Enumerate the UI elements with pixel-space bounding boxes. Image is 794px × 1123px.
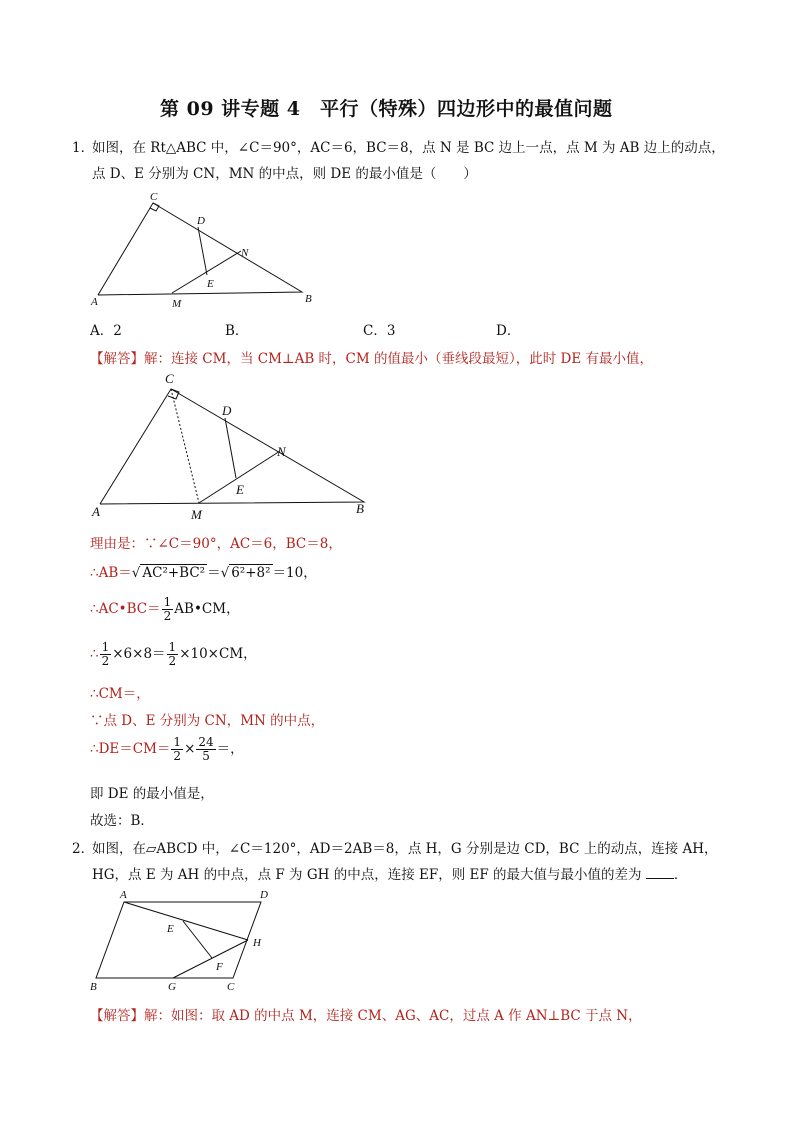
p-label-d: D (260, 889, 268, 901)
step-ab-mid: ＝ (207, 565, 221, 581)
q1-step-min: 即 DE 的最小值是， (90, 786, 214, 802)
q1-option-c: C．3 (363, 323, 396, 339)
step-area-suffix: AB•CM， (174, 601, 240, 617)
p-label-e: E (167, 923, 174, 935)
step-ab-suffix: ＝10， (272, 565, 317, 581)
label2-a: A (92, 504, 100, 519)
p-label-b: B (90, 981, 97, 993)
q1-number: 1． (72, 140, 95, 156)
q1-figure (84, 186, 324, 312)
frac-half-b (100, 641, 112, 668)
p-label-g: G (168, 981, 176, 993)
q2-stem-line2-end: ． (673, 867, 688, 883)
q1-step-calc (90, 641, 257, 668)
frac-half-d (171, 736, 183, 763)
q1-step-cm: ∴CM＝， (90, 686, 150, 702)
segment-cm-dotted (171, 389, 199, 503)
label2-c: C (165, 371, 174, 386)
step-ab-sqrt1: AC²+BC² (142, 565, 206, 581)
q2-stem-line2-text: HG，点 E 为 AH 的中点，点 F 为 GH 的中点，连接 EF，则 EF 的最大值与最小值的差为 (92, 867, 642, 883)
q1-step-area (90, 596, 240, 623)
label-b: B (305, 293, 312, 305)
p-label-a: A (120, 889, 127, 901)
segment-hg (173, 940, 248, 978)
q1-solution-intro (90, 347, 653, 367)
q2-figure (86, 886, 276, 996)
segment-ef (183, 921, 212, 958)
q1-solution-figure (86, 370, 376, 526)
q1-option-d: D． (496, 323, 521, 339)
frac-den: 2 (163, 609, 172, 623)
frac-half-c (167, 641, 179, 668)
step-area-prefix: ∴AC•BC＝ (90, 601, 161, 617)
q1-reason: 理由是：∵∠C＝90°，AC＝6，BC＝8， (90, 536, 342, 552)
frac-half-a (162, 596, 174, 623)
frac-den: 2 (101, 654, 110, 668)
step-de-mid: × (184, 741, 196, 757)
q2-stem-line2 (92, 863, 687, 883)
q2-solution-text: 解：如图：取 AD 的中点 M，连接 CM、AG、AC，过点 A 作 AN⊥BC 于点 N， (144, 1008, 642, 1024)
segment-de-large (225, 418, 236, 478)
label2-e: E (236, 482, 244, 497)
frac-num: 1 (168, 640, 177, 654)
frac-den: 5 (202, 749, 210, 763)
label-a: A (91, 296, 98, 308)
p-label-c: C (227, 981, 235, 993)
step-de-prefix: ∴DE＝CM＝ (90, 741, 171, 757)
p-label-h: H (253, 937, 261, 949)
right-angle-mark (150, 203, 159, 211)
triangle-abc-large (100, 389, 364, 504)
q1-step-midpoint: ∵点 D、E 分别为 CN，MN 的中点， (90, 713, 325, 729)
step-calc-suffix: ×10×CM， (179, 646, 257, 662)
parallelogram-abcd (96, 902, 261, 978)
q1-answer: 故选：B． (90, 813, 154, 829)
label2-d: D (222, 403, 232, 418)
q1-stem-line2: 点 D、E 分别为 CN，MN 的中点，则 DE 的最小值是（ ） (92, 166, 477, 182)
answer-blank (646, 878, 674, 879)
label-m: M (172, 298, 182, 310)
q1-option-a: A．2 (90, 323, 122, 339)
frac-num: 1 (173, 735, 182, 749)
label-e: E (207, 278, 214, 290)
frac-num: 1 (163, 595, 172, 609)
frac-cm (196, 736, 215, 763)
frac-den: 2 (168, 654, 177, 668)
q2-stem-line1: 如图，在▱ABCD 中，∠C＝120°，AD＝2AB＝8，点 H，G 分别是边 CD，BC 上的动点，连接 AH， (92, 841, 718, 857)
segment-ah (124, 902, 248, 940)
label-n: N (241, 247, 249, 259)
step-calc-mid: ×6×8＝ (112, 646, 166, 662)
q1-solution-text: 解：连接 CM，当 CM⊥AB 时，CM 的值最小（垂线段最短），此时 DE 有最小值， (144, 351, 653, 367)
q2-solution-intro (90, 1004, 642, 1024)
label2-b: B (356, 501, 364, 516)
p-label-f: F (216, 961, 223, 973)
q1-solution-tag: 【解答】 (90, 351, 144, 367)
q1-stem-line1: 如图，在 Rt△ABC 中，∠C＝90°，AC＝6，BC＝8，点 N 是 BC 边上一点，点 M 为 AB 边上的动点， (92, 140, 725, 156)
q1-option-b: B． (225, 323, 249, 339)
frac-num: 1 (101, 640, 110, 654)
step-de-suffix: ＝， (216, 741, 244, 757)
label2-n: N (277, 444, 286, 459)
frac-num: 24 (198, 735, 214, 749)
q1-step-de (90, 736, 244, 763)
label-c: C (150, 191, 158, 203)
step-ab-prefix: ∴AB＝ (90, 565, 132, 581)
page-title: 第 09 讲专题 4 平行（特殊）四边形中的最值问题 (160, 98, 613, 120)
q1-step-ab: ∴AB＝√ AC²+BC² ＝√ 6²+8² ＝10， (90, 565, 317, 581)
step-ab-sqrt2: 6²+8² (231, 565, 271, 581)
frac-den: 2 (173, 749, 182, 763)
label-d: D (197, 215, 205, 227)
step-calc-prefix: ∴ (90, 646, 99, 662)
q2-solution-tag: 【解答】 (90, 1008, 144, 1024)
q2-number: 2． (72, 841, 95, 857)
label2-m: M (191, 507, 202, 522)
